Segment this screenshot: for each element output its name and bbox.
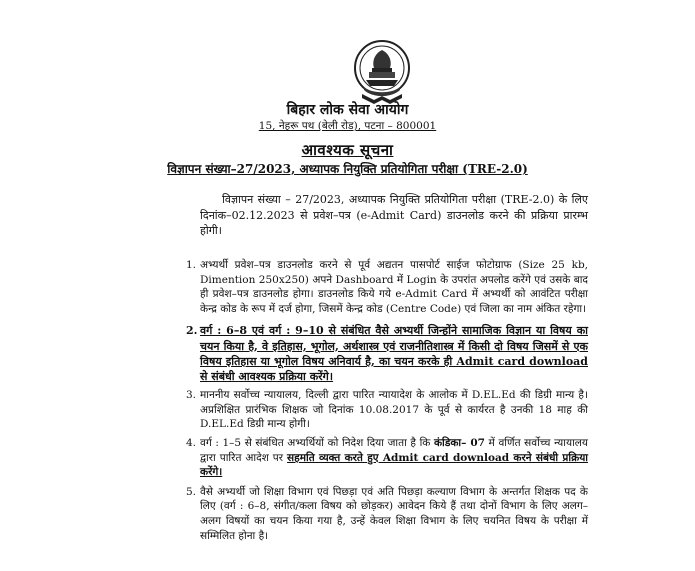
list-item <box>186 323 588 384</box>
advertisement-title: विज्ञापन संख्या–27/2023, अध्यापक नियुक्ति प्रतियोगिता परीक्षा (TRE-2.0) <box>167 162 528 176</box>
intro-paragraph <box>200 192 588 239</box>
item-text: माननीय सर्वोच्च न्यायालय, दिल्ली द्वारा पारित न्यायादेश के आलोक में D.EL.Ed की डिग्री मान्य है। अप्रशिक्षित प्रारंभिक शिक्षक जो दिनांक 10.08.2017 के पूर्व से कार्यरत है उनकी 18 माह की D.EL.Ed डिग्री मान्य होगी। <box>200 389 588 431</box>
org-name: बिहार लोक सेवा आयोग <box>286 102 409 118</box>
item-bold-text: सहमति व्यक्त करते हुए Admit card download करने संबंधी प्रक्रिया करेंगे। <box>200 451 588 479</box>
item-number: 4. <box>186 436 197 449</box>
item-number: 5. <box>186 485 197 498</box>
list-item <box>186 436 588 480</box>
state-emblem-icon <box>352 38 412 104</box>
item-text: वर्ग : 6–8 एवं वर्ग : 9–10 से संबंधित वैसे अभ्यर्थी जिन्होंने सामाजिक विज्ञान या विषय का चयन किया है, वे इतिहास, भूगोल, अर्थशास्त्र एवं राजनीतिशास्त्र में किसी दो विषय जिसमें से एक विषय इतिहास या भूगोल विषय अनिवार्य है, का चयन करके ही Admit card download से संबंधी आवश्यक प्रक्रिया करेंगे। <box>200 324 588 383</box>
address-text: 15, नेहरू पथ (बेली रोड), पटना – 800001 <box>258 120 437 132</box>
item-number: 3. <box>186 389 197 402</box>
list-item <box>186 388 588 432</box>
item-text: वैसे अभ्यर्थी जो शिक्षा विभाग एवं पिछड़ा एवं अति पिछड़ा कल्याण विभाग के अन्तर्गत शिक्षक पद के लिए (वर्ग : 6–8, संगीत/कला विषय को छोड़कर) आवेदन किये हैं तथा दोनों विभाग के लिए अलग–अलग विषयों का चयन किया गया है, उन्हें केवल शिक्षा विभाग के लिए चयनित विषय के परीक्षा में सम्मिलित होना है। <box>200 485 588 542</box>
item-number: 1. <box>186 259 197 271</box>
intro-text: विज्ञापन संख्या – 27/2023, अध्यापक नियुक्ति प्रतियोगिता परीक्षा (TRE-2.0) के लिए दिनांक–02.12.2023 से प्रवेश–पत्र (e-Admit Card) डाउनलोड करने की प्रक्रिया प्रारम्भ होगी। <box>200 193 588 237</box>
kandika-reference: कंडिका– 07 <box>433 436 485 449</box>
instruction-list <box>186 258 588 543</box>
item-number: 2. <box>186 324 198 338</box>
list-item <box>186 258 588 316</box>
item-text-middle: में वर्णित सर्वोच्च न्यायालय द्वारा पारित आदेश पर <box>200 436 588 464</box>
item-text: वर्ग : 1–5 से संबंधित अभ्यर्थियों को निदेश दिया जाता है कि <box>200 436 434 449</box>
item-text: अभ्यर्थी प्रवेश–पत्र डाउनलोड करने से पूर्व अद्यतन पासपोर्ट साईज फोटोग्राफ (Size 25 kb, Dimention 250x250) अपने Dashboard में Login के उपरांत अपलोड करेंगे एवं उसके बाद ही प्रवेश–पत्र डाउनलोड होगा। डाउनलोड किये गये e-Admit Card में अभ्यर्थी को आवंटित परीक्षा केन्द्र कोड के रूप में दर्ज होगा, जिसमें केन्द्र कोड (Centre Code) एवं जिला का नाम अंकित रहेगा। <box>200 259 588 315</box>
address <box>0 119 695 133</box>
list-item <box>186 485 588 543</box>
notice-title: आवश्यक सूचना <box>301 141 394 159</box>
